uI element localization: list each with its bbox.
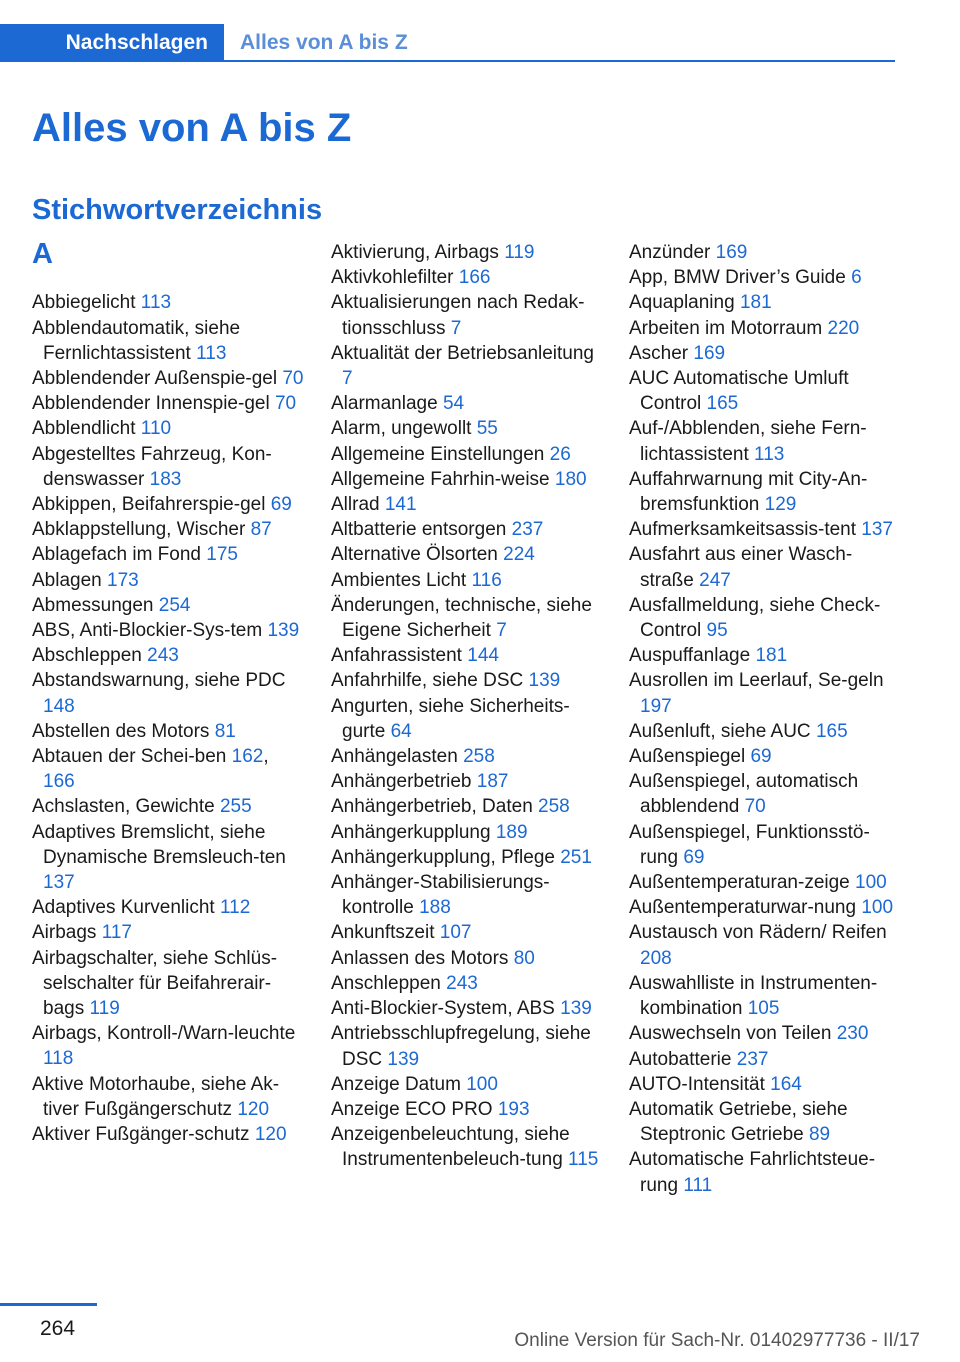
index-entry-text: Aktivierung, Airbags xyxy=(331,242,505,263)
index-entry-text: Abtauen der Schei-ben xyxy=(32,746,232,768)
index-entry-text: Ankunftszeit xyxy=(331,922,440,944)
page-reference-link[interactable]: 189 xyxy=(495,821,528,843)
index-entry-text: Antriebsschlupfregelung, siehe DSC xyxy=(331,1023,591,1070)
page-reference-link[interactable]: 7 xyxy=(342,368,353,390)
index-entry xyxy=(331,643,603,668)
index-entry-text: Anhängerkupplung xyxy=(331,821,496,843)
index-entry xyxy=(32,895,304,920)
index-entry xyxy=(629,1047,901,1072)
page-reference-link[interactable]: 181 xyxy=(739,292,772,314)
index-entry-text: Automatische Fahrlichtsteue-rung xyxy=(629,1149,876,1196)
index-entry-text: Anzünder xyxy=(629,242,716,263)
page-reference-link[interactable]: 111 xyxy=(683,1174,713,1196)
page-reference-link[interactable]: 173 xyxy=(107,569,139,591)
page-reference-link[interactable]: 254 xyxy=(158,594,191,616)
index-entry xyxy=(32,794,304,819)
index-entry xyxy=(629,290,901,315)
index-entry-text: Ablagefach im Fond xyxy=(32,544,207,566)
index-entry xyxy=(331,492,603,517)
index-entry xyxy=(32,744,304,794)
page-reference-link[interactable]: 258 xyxy=(463,746,495,768)
page-reference-link[interactable]: 105 xyxy=(747,998,780,1020)
index-entry xyxy=(629,820,901,870)
index-entry xyxy=(331,769,603,794)
index-entry xyxy=(629,416,901,466)
index-entry xyxy=(331,391,603,416)
index-column-2 xyxy=(331,240,603,1173)
index-entry-text: Anfahrhilfe, siehe DSC xyxy=(331,670,529,692)
index-entry xyxy=(32,517,304,542)
index-entry-text: Aktivkohlefilter xyxy=(331,267,459,289)
index-entry-text: Angurten, siehe Sicherheits-gurte xyxy=(331,695,570,742)
index-entry-text: Allrad xyxy=(331,494,385,516)
index-entry-text: Auswahlliste in Instrumenten-kombination xyxy=(629,972,878,1020)
index-entry xyxy=(629,240,901,265)
index-entry xyxy=(629,895,901,920)
index-entry xyxy=(629,366,901,416)
page-reference-link[interactable]: 89 xyxy=(808,1124,831,1146)
index-entry-text: Außentemperaturan-zeige xyxy=(629,872,856,894)
index-column-3 xyxy=(629,240,901,1198)
page-reference-link[interactable]: 181 xyxy=(755,645,788,667)
page-reference-link[interactable]: 7 xyxy=(450,317,462,339)
footer-accent-bar xyxy=(0,1303,97,1306)
page-reference-link[interactable]: 54 xyxy=(442,393,465,415)
index-entry-text: Außenluft, siehe AUC xyxy=(629,720,816,742)
page-reference-link[interactable]: 113 xyxy=(196,342,227,364)
index-entry-text: Auspuffanlage xyxy=(629,645,756,667)
page-reference-link[interactable]: 183 xyxy=(149,468,182,490)
index-entry-text: Abblendender Innenspie-gel xyxy=(32,393,275,415)
index-entry-text: Abstandswarnung, siehe PDC xyxy=(32,670,286,692)
page-reference-link[interactable]: 166 xyxy=(458,267,491,289)
index-entry xyxy=(331,1122,603,1172)
page-reference-link[interactable]: 255 xyxy=(219,796,252,818)
index-entry xyxy=(331,265,603,290)
index-entry-text: Automatik Getriebe, siehe Steptronic Getriebe xyxy=(629,1098,848,1146)
index-entry-text: Abstellen des Motors xyxy=(32,720,215,742)
index-entry-text: Anhängerbetrieb xyxy=(331,771,477,793)
index-entry-text: Alternative Ölsorten xyxy=(331,544,504,566)
page-reference-link[interactable]: 113 xyxy=(140,292,172,314)
page-reference-link[interactable]: 100 xyxy=(466,1073,498,1095)
header-bar xyxy=(0,24,895,62)
page-reference-link[interactable]: 129 xyxy=(764,494,797,516)
page-reference-link[interactable]: 70 xyxy=(274,393,297,415)
index-entry-text: Ablagen xyxy=(32,569,108,591)
index-entry-text: Arbeiten im Motorraum xyxy=(629,317,828,339)
page-reference-link[interactable]: 81 xyxy=(214,720,236,742)
index-entry-text: Abklappstellung, Wischer xyxy=(32,519,251,541)
page-reference-link[interactable]: 69 xyxy=(683,846,705,868)
index-entry xyxy=(32,391,304,416)
index-entry xyxy=(331,416,603,441)
index-entry-text: Abblendautomatik, siehe Fernlichtassistent xyxy=(32,317,241,364)
page-reference-link[interactable]: 69 xyxy=(750,746,772,768)
index-entry xyxy=(629,643,901,668)
page-reference-link[interactable]: 69 xyxy=(270,494,292,516)
index-entry-text: Anhängerkupplung, Pflege xyxy=(331,846,561,868)
index-entry-text: Anzeigenbeleuchtung, siehe Instrumentenbeleuch-tung xyxy=(331,1124,570,1171)
page-reference-link[interactable]: 188 xyxy=(419,897,451,919)
page-reference-link[interactable]: 137 xyxy=(861,519,893,541)
index-entry xyxy=(331,845,603,870)
page-reference-link[interactable]: 258 xyxy=(538,796,570,818)
index-entry xyxy=(629,316,901,341)
index-entry-text: Anhänger-Stabilisierungs-kontrolle xyxy=(331,872,550,919)
page-reference-link[interactable]: 208 xyxy=(640,947,672,969)
index-entry xyxy=(32,946,304,1022)
index-entry-text: Anzeige ECO PRO xyxy=(331,1098,498,1120)
page-reference-link[interactable]: 237 xyxy=(511,519,544,541)
index-entry-text: Abgestelltes Fahrzeug, Kon-denswasser xyxy=(32,443,272,490)
index-entry-text: Anhängerbetrieb, Daten xyxy=(331,796,539,818)
index-entry xyxy=(32,442,304,492)
index-entry xyxy=(629,467,901,517)
index-entry xyxy=(331,1021,603,1071)
index-entry xyxy=(331,946,603,971)
index-entry xyxy=(629,870,901,895)
index-entry-text: Abkippen, Beifahrerspie-gel xyxy=(32,494,271,516)
page-reference-link[interactable]: 100 xyxy=(861,897,894,919)
index-entry xyxy=(331,568,603,593)
index-entry-text: Außentemperaturwar-nung xyxy=(629,897,862,919)
index-entry-text: Ausfahrt aus einer Wasch-straße xyxy=(629,544,853,591)
index-entry xyxy=(629,744,901,769)
page-reference-link[interactable]: 120 xyxy=(237,1098,270,1120)
page-reference-link[interactable]: 139 xyxy=(528,670,561,692)
page-reference-link[interactable]: 112 xyxy=(220,897,251,919)
index-entry xyxy=(32,316,304,366)
page-reference-link[interactable]: 119 xyxy=(504,242,535,263)
header-divider xyxy=(224,60,895,62)
index-entry-text: Airbags, Kontroll-/Warn-leuchte xyxy=(32,1023,296,1045)
index-entry xyxy=(32,416,304,441)
page-reference-link[interactable]: 80 xyxy=(513,947,535,969)
index-entry xyxy=(32,366,304,391)
index-entry-text: Aktiver Fußgänger-schutz xyxy=(32,1124,255,1146)
page-reference-link[interactable]: 144 xyxy=(467,645,499,667)
index-entry-text: Auswechseln von Teilen xyxy=(629,1023,837,1045)
index-entry xyxy=(629,542,901,592)
page-reference-link[interactable]: 115 xyxy=(568,1149,599,1171)
index-entry xyxy=(331,341,603,391)
index-entry-text: Aktive Motorhaube, siehe Ak-tiver Fußgängerschutz xyxy=(32,1073,280,1120)
page-reference-link[interactable]: 120 xyxy=(254,1124,287,1146)
section-title: Stichwortverzeichnis xyxy=(32,194,323,226)
page-reference-link[interactable]: 26 xyxy=(549,443,571,465)
index-entry-text: Anti-Blockier-System, ABS xyxy=(331,998,561,1020)
page-reference-link[interactable]: 180 xyxy=(554,468,587,490)
index-entry-text: Airbagschalter, siehe Schlüs-selschalter für Beifahrerair-bags xyxy=(32,947,278,1020)
page-reference-link[interactable]: 107 xyxy=(439,922,472,944)
index-entry-text: Auffahrwarnung mit City-An-bremsfunktion xyxy=(629,468,868,516)
index-entry-text: Abbiegelicht xyxy=(32,292,141,314)
index-entry-text: Aktualisierungen nach Redak-tionsschluss xyxy=(331,292,585,339)
footer-note: Online Version für Sach-Nr. 01402977736 - II/17 xyxy=(514,1330,920,1351)
index-entry-text: App, BMW Driver’s Guide xyxy=(629,267,852,289)
index-entry-text: Aquaplaning xyxy=(629,292,740,314)
index-entry-text: Airbags xyxy=(32,922,102,944)
page-reference-link[interactable]: 113 xyxy=(754,443,785,465)
page-reference-link[interactable]: 166 xyxy=(43,771,75,793)
page-reference-link[interactable]: 165 xyxy=(706,393,739,415)
index-entry-text: Alarm, ungewollt xyxy=(331,418,477,440)
index-entry xyxy=(629,1021,901,1046)
page-reference-link[interactable]: 164 xyxy=(770,1073,802,1095)
index-entry xyxy=(32,643,304,668)
page-reference-link[interactable]: 247 xyxy=(699,569,731,591)
index-entry xyxy=(331,794,603,819)
page-reference-link[interactable]: 193 xyxy=(497,1098,530,1120)
index-entry xyxy=(629,971,901,1021)
index-entry-text: Allgemeine Fahrhin-weise xyxy=(331,468,555,490)
page-reference-link[interactable]: 87 xyxy=(250,519,272,541)
page-reference-link[interactable]: 137 xyxy=(43,872,75,894)
index-entry-text: Autobatterie xyxy=(629,1048,737,1070)
index-entry xyxy=(32,668,304,718)
index-entry-text: Ascher xyxy=(629,342,694,364)
index-entry xyxy=(331,870,603,920)
index-entry-text: ABS, Anti-Blockier-Sys-tem xyxy=(32,620,268,642)
index-entry-text: Austausch von Rädern/ Reifen xyxy=(629,922,887,944)
page-reference-link[interactable]: 116 xyxy=(471,569,502,591)
index-entry xyxy=(32,618,304,643)
index-entry xyxy=(629,719,901,744)
page-reference-link[interactable]: 110 xyxy=(140,418,172,440)
index-entry xyxy=(32,290,304,315)
page-reference-link[interactable]: 70 xyxy=(744,796,766,818)
tab-alles-von-a-bis-z[interactable]: Alles von A bis Z xyxy=(240,31,408,54)
page-reference-link[interactable]: 95 xyxy=(706,620,728,642)
index-entry-text: Ausfallmeldung, siehe Check-Control xyxy=(629,594,881,642)
index-entry xyxy=(629,517,901,542)
index-entry-text: AUTO-Intensität xyxy=(629,1073,771,1095)
letter-heading: A xyxy=(32,238,53,270)
page-reference-link[interactable]: 100 xyxy=(855,872,887,894)
index-entry xyxy=(331,668,603,693)
page-reference-link[interactable]: 237 xyxy=(736,1048,769,1070)
page-reference-link[interactable]: 139 xyxy=(267,620,300,642)
page-reference-link[interactable]: 70 xyxy=(282,368,304,389)
page-reference-link[interactable]: 148 xyxy=(43,695,75,717)
index-entry-text: Aktualität der Betriebsanleitung xyxy=(331,342,594,364)
index-entry xyxy=(32,1122,304,1147)
page-reference-link[interactable]: 169 xyxy=(693,342,726,364)
index-entry xyxy=(331,467,603,492)
index-entry xyxy=(331,593,603,643)
index-entry xyxy=(331,1072,603,1097)
index-entry-text: Adaptives Kurvenlicht xyxy=(32,897,220,919)
page-reference-link[interactable]: 117 xyxy=(101,922,132,944)
page-reference-link[interactable]: 55 xyxy=(476,418,498,440)
index-entry-text: Abblendlicht xyxy=(32,418,141,440)
page-reference-link[interactable]: 224 xyxy=(503,544,535,566)
index-entry xyxy=(629,920,901,970)
page-reference-link[interactable]: 243 xyxy=(446,972,478,994)
index-entry xyxy=(32,542,304,567)
index-entry xyxy=(331,920,603,945)
index-entry xyxy=(331,996,603,1021)
index-entry-text: Anhängelasten xyxy=(331,746,464,768)
page-reference-link[interactable]: 230 xyxy=(836,1023,869,1045)
index-entry xyxy=(331,517,603,542)
page-reference-link[interactable]: 139 xyxy=(560,998,592,1020)
index-entry-text: Änderungen, technische, siehe Eigene Sicherheit xyxy=(331,594,592,642)
index-entry xyxy=(32,1021,304,1071)
index-entry-text: Anschleppen xyxy=(331,972,447,994)
index-entry-text: Anzeige Datum xyxy=(331,1073,467,1095)
index-entry-text: Ausrollen im Leerlauf, Se-geln xyxy=(629,670,884,692)
index-entry xyxy=(32,568,304,593)
index-entry xyxy=(32,820,304,896)
index-entry-text: Adaptives Bremslicht, siehe Dynamische Bremsleuch-ten xyxy=(32,821,286,868)
page-reference-link[interactable]: 165 xyxy=(815,720,848,742)
page-reference-link[interactable]: 175 xyxy=(206,544,238,566)
index-entry xyxy=(629,1072,901,1097)
index-entry-text: AUC Automatische Umluft Control xyxy=(629,368,849,415)
index-entry-text: Anlassen des Motors xyxy=(331,947,514,969)
index-entry-text: Abschleppen xyxy=(32,645,148,667)
tab-nachschlagen[interactable]: Nachschlagen xyxy=(0,24,224,62)
page-reference-link[interactable]: 251 xyxy=(560,846,592,868)
index-entry xyxy=(629,593,901,643)
index-entry-text: Aufmerksamkeitsassis-tent xyxy=(629,519,862,541)
index-entry xyxy=(629,1147,901,1197)
index-entry xyxy=(32,719,304,744)
index-entry xyxy=(331,971,603,996)
index-entry-text: Alarmanlage xyxy=(331,393,443,415)
index-entry xyxy=(331,694,603,744)
page-reference-link[interactable]: 7 xyxy=(496,620,507,642)
page-reference-link[interactable]: 118 xyxy=(43,1048,74,1070)
index-entry-text: Allgemeine Einstellungen xyxy=(331,443,550,465)
page-reference-link[interactable]: 6 xyxy=(851,267,862,289)
index-entry xyxy=(331,744,603,769)
index-entry-text: Altbatterie entsorgen xyxy=(331,519,512,541)
page-reference-link[interactable]: 197 xyxy=(640,695,672,717)
page-title: Alles von A bis Z xyxy=(32,106,352,150)
index-entry xyxy=(331,1097,603,1122)
page-number: 264 xyxy=(40,1317,76,1340)
index-column-1 xyxy=(32,240,304,1147)
index-entry-text: Abblendender Außenspie-gel xyxy=(32,368,283,389)
index-entry xyxy=(629,1097,901,1147)
index-entry xyxy=(32,593,304,618)
index-entry-text: Auf-/Abblenden, siehe Fern-lichtassistent xyxy=(629,418,867,465)
page-reference-link[interactable]: 169 xyxy=(715,242,748,263)
page-reference-link[interactable]: 243 xyxy=(147,645,179,667)
index-entry-text: Anfahrassistent xyxy=(331,645,468,667)
page-reference-link[interactable]: 162 xyxy=(231,746,264,768)
index-entry-text: Achslasten, Gewichte xyxy=(32,796,220,818)
index-entry xyxy=(331,820,603,845)
page-ref-separator: , xyxy=(263,746,269,768)
index-entry xyxy=(32,920,304,945)
index-entry xyxy=(32,492,304,517)
index-entry xyxy=(629,341,901,366)
page-reference-link[interactable]: 141 xyxy=(384,494,417,516)
index-entry xyxy=(629,668,901,718)
page-reference-link[interactable]: 64 xyxy=(390,720,412,742)
page-reference-link[interactable]: 119 xyxy=(89,998,120,1020)
index-entry-text: Außenspiegel, Funktionsstö-rung xyxy=(629,821,870,868)
page-reference-link[interactable]: 187 xyxy=(476,771,509,793)
index-entry xyxy=(629,769,901,819)
index-entry xyxy=(331,542,603,567)
index-entry-text: Abmessungen xyxy=(32,594,159,616)
index-entry-text: Außenspiegel xyxy=(629,746,751,768)
index-entry-text: Ambientes Licht xyxy=(331,569,472,591)
page-reference-link[interactable]: 139 xyxy=(387,1048,420,1070)
page-reference-link[interactable]: 220 xyxy=(827,317,860,339)
index-entry xyxy=(331,290,603,340)
index-entry-text: Außenspiegel, automatisch abblendend xyxy=(629,771,859,818)
index-entry xyxy=(331,240,603,265)
index-entry xyxy=(32,1072,304,1122)
index-entry xyxy=(629,265,901,290)
index-entry xyxy=(331,442,603,467)
